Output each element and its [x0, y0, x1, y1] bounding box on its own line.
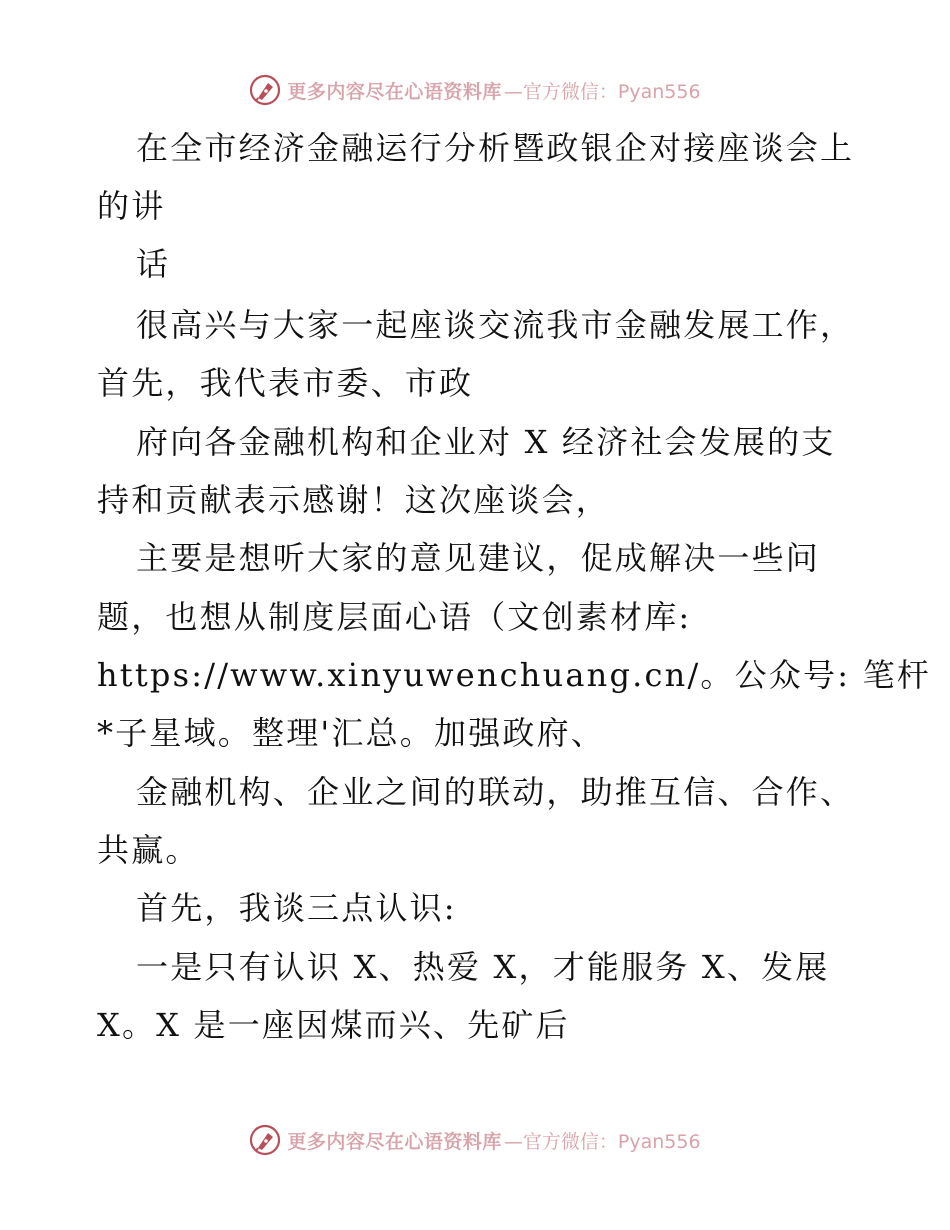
- title-line-3: 话: [136, 245, 171, 283]
- watermark-wechat: —官方微信：Pyan556: [503, 80, 701, 103]
- paragraph-line: 金融机构、企业之间的联动，助推互信、合作、: [136, 773, 855, 811]
- title-line-1: 在全市经济金融运行分析暨政银企对接座谈会上: [136, 129, 855, 167]
- footer-watermark: [0, 1120, 950, 1160]
- watermark-brand: 更多内容尽在心语资料库: [287, 1130, 502, 1153]
- pen-nib-logo-icon: [249, 1124, 281, 1156]
- paragraph-line: 持和贡献表示感谢！这次座谈会，: [97, 481, 611, 519]
- paragraph-line: 首先，我代表市委、市政: [97, 364, 474, 402]
- paragraph-line: 一是只有认识 X、热爱 X，才能服务 X、发展: [136, 948, 830, 986]
- paragraph-line: *子星域。整理'汇总。加强政府、: [97, 714, 605, 752]
- paragraph-line: 共赢。: [97, 831, 200, 869]
- paragraph-line: 很高兴与大家一起座谈交流我市金融发展工作，: [136, 306, 855, 344]
- header-watermark: [0, 70, 950, 110]
- paragraph-line: https://www.xinyuwenchuang.cn/。公众号: 笔杆: [97, 656, 931, 694]
- title-line-2: 的讲: [97, 187, 166, 225]
- paragraph-line: 主要是想听大家的意见建议，促成解决一些问: [136, 539, 821, 577]
- watermark-wechat: —官方微信：Pyan556: [503, 1130, 701, 1153]
- paragraph-line: 府向各金融机构和企业对 X 经济社会发展的支: [136, 423, 836, 461]
- watermark-brand: 更多内容尽在心语资料库: [287, 80, 502, 103]
- paragraph-line: 题，也想从制度层面心语（文创素材库:: [97, 598, 692, 636]
- paragraph-line: X。X 是一座因煤而兴、先矿后: [97, 1006, 570, 1044]
- paragraph-line: 首先，我谈三点认识:: [136, 889, 457, 927]
- pen-nib-logo-icon: [249, 74, 281, 106]
